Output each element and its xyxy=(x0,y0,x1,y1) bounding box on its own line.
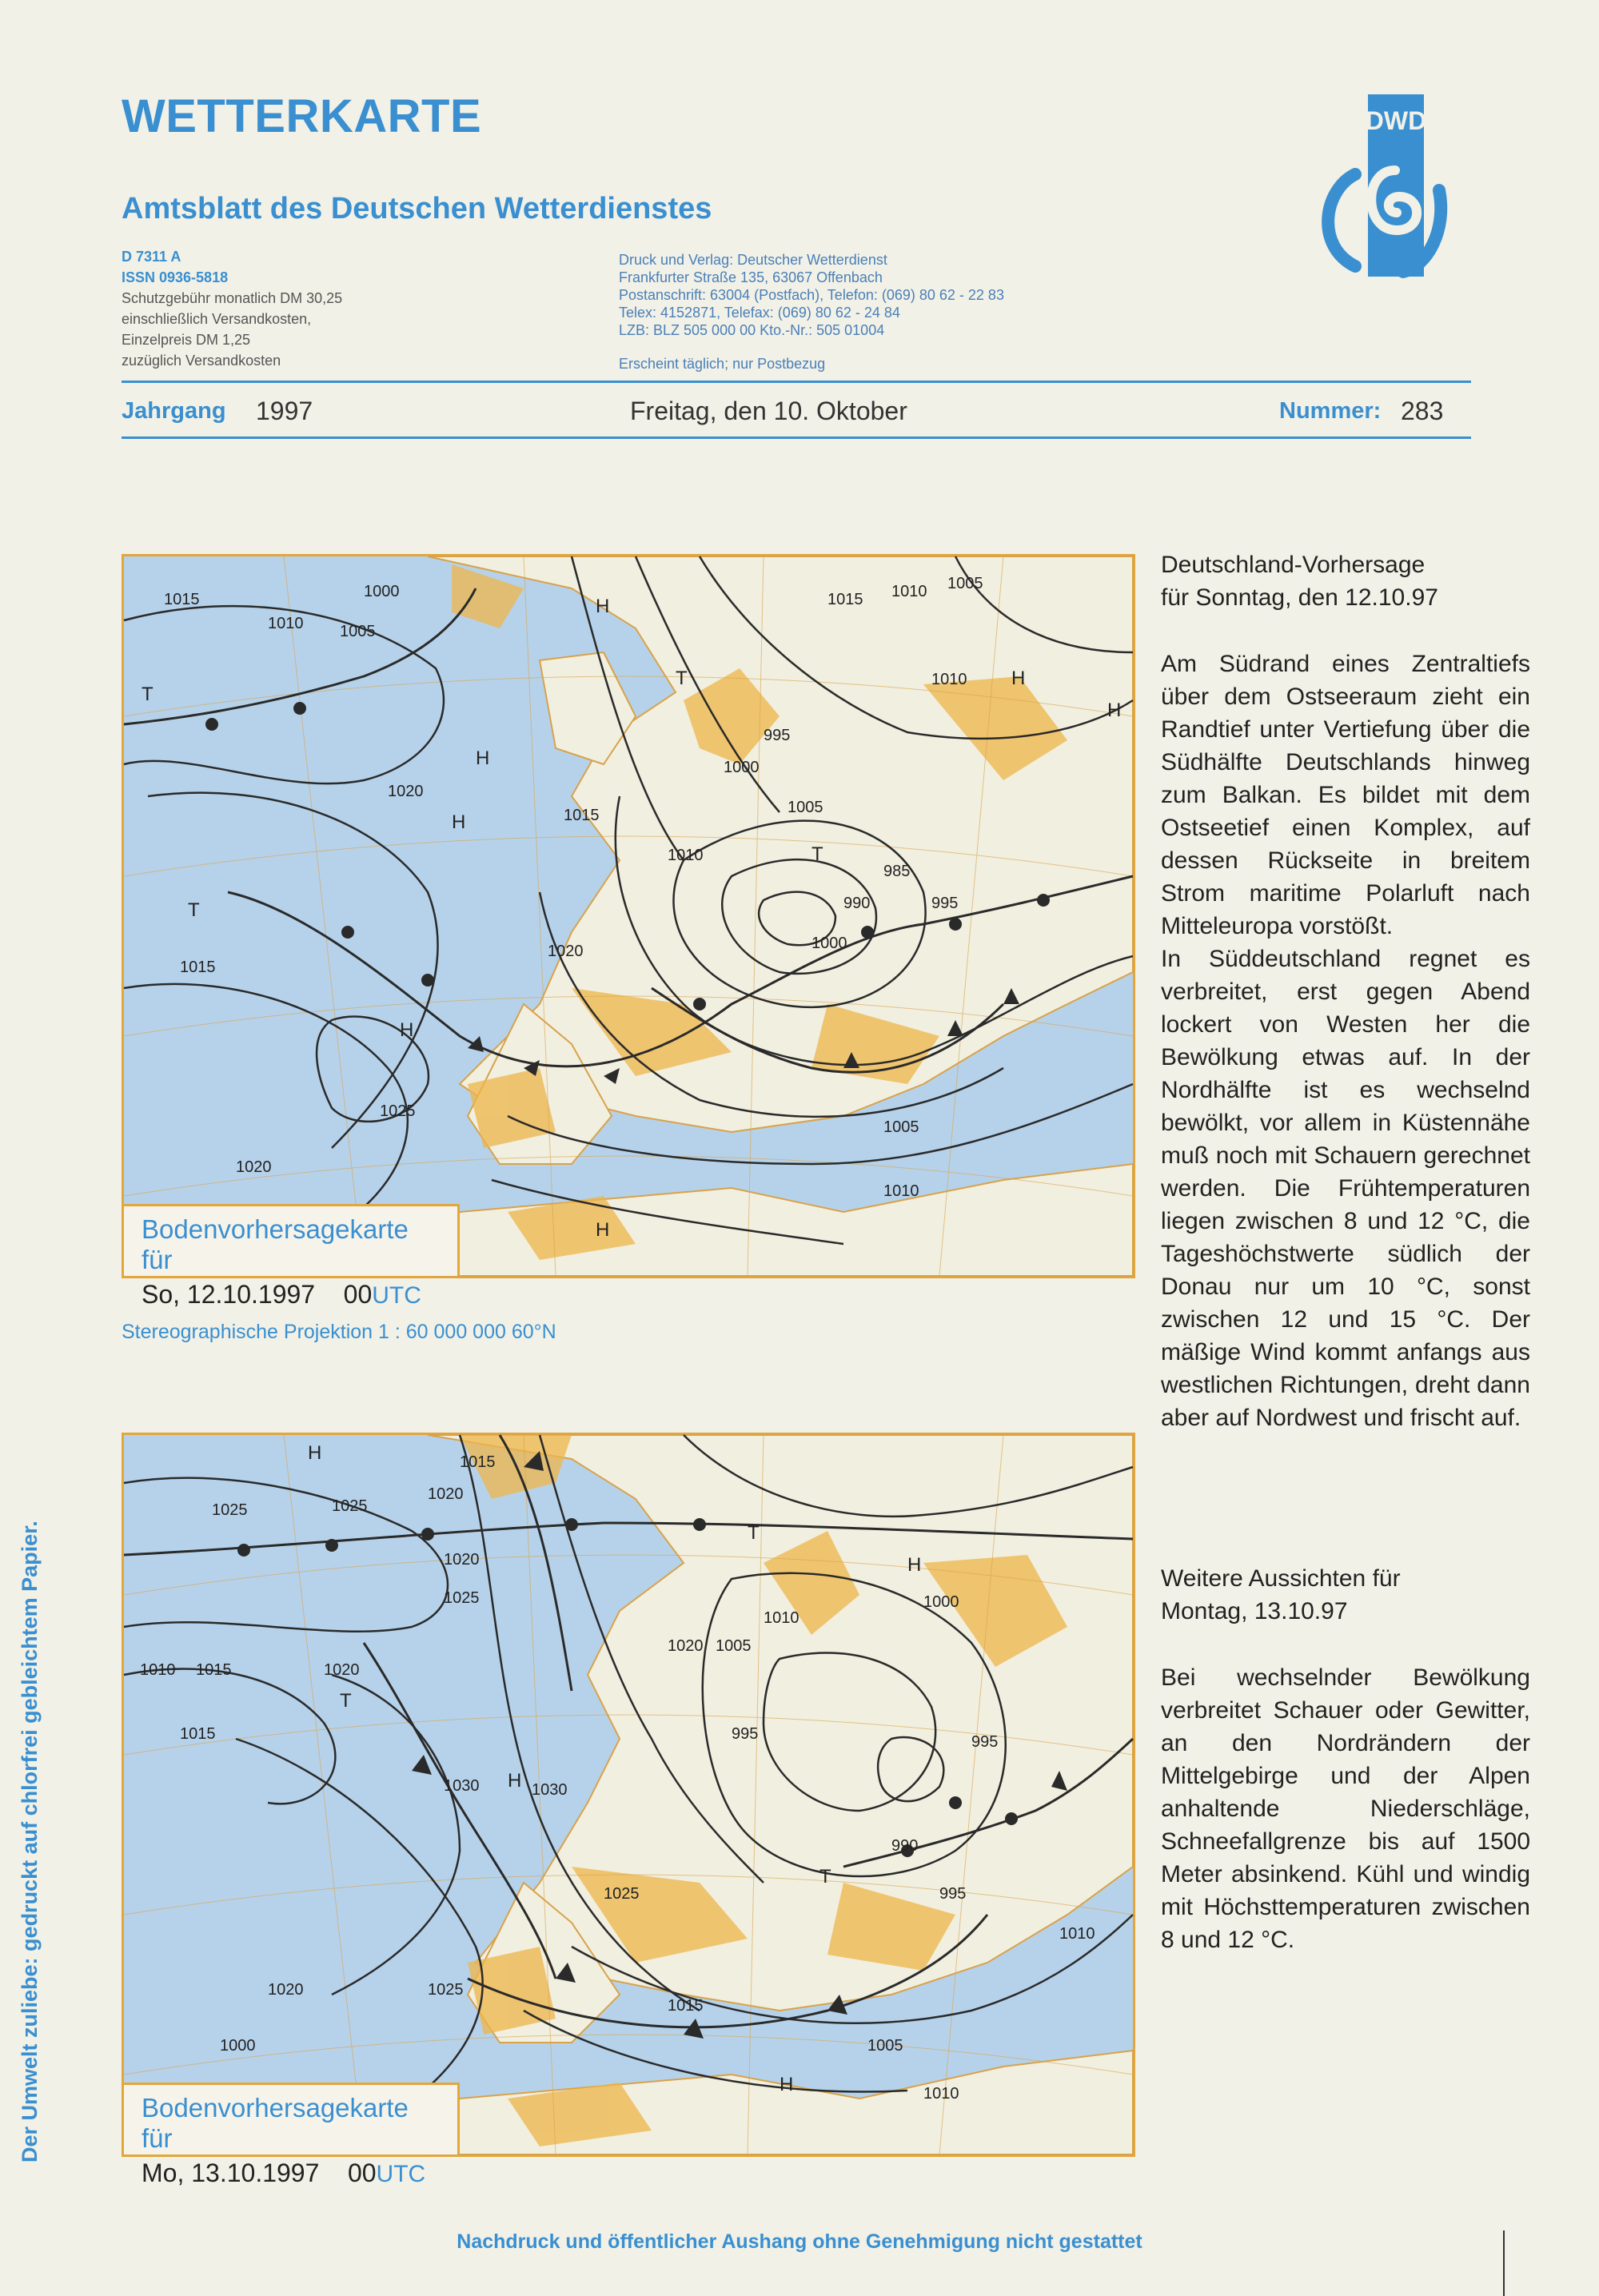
nummer-value: 283 xyxy=(1401,397,1444,425)
isobar-label: 1020 xyxy=(444,1551,480,1569)
map-caption-time: 00 xyxy=(343,1280,373,1309)
isobar-label: 1010 xyxy=(140,1661,176,1679)
map-caption-date xyxy=(142,1280,440,1309)
isobar-label: 1025 xyxy=(332,1497,368,1515)
map-caption-date-value: Mo, 13.10.1997 xyxy=(142,2158,320,2187)
map-caption-date xyxy=(142,2158,440,2188)
isobar-label: 1015 xyxy=(196,1661,232,1679)
isobar-label: 985 xyxy=(883,863,911,880)
isobar-label: 995 xyxy=(764,727,791,744)
low-pressure-label: T xyxy=(748,1522,760,1544)
map-caption-utc: UTC xyxy=(376,2161,426,2187)
high-pressure-label: H xyxy=(596,1219,610,1241)
outlook-heading-line: Weitere Aussichten für xyxy=(1161,1565,1401,1592)
map-caption-title: Bodenvorhersagekarte für xyxy=(142,1214,409,1274)
isobar-label: 1020 xyxy=(428,1485,464,1503)
isobar-label: 1010 xyxy=(268,615,304,632)
isobar-label: 1010 xyxy=(931,671,967,688)
isobar-label: 995 xyxy=(971,1733,999,1751)
isobar-label: 1010 xyxy=(668,847,704,864)
edge-mark xyxy=(1503,2230,1505,2296)
low-pressure-label: T xyxy=(188,899,200,921)
meta-line: Frankfurter Straße 135, 63067 Offenbach xyxy=(619,269,883,285)
isobar-label: 1010 xyxy=(883,1182,919,1200)
isobar-label: 1010 xyxy=(1059,1925,1095,1943)
isobar-label: 1025 xyxy=(604,1885,640,1903)
outlook-heading-line: Montag, 13.10.97 xyxy=(1161,1598,1348,1624)
outlook-body xyxy=(1161,1661,1530,1956)
isobar-label: 1015 xyxy=(460,1453,496,1471)
map-caption-monday xyxy=(124,2083,460,2187)
weather-map-sunday xyxy=(122,554,1135,1309)
meta-line: LZB: BLZ 505 000 00 Kto.-Nr.: 505 01004 xyxy=(619,322,885,338)
isobar-label: 1000 xyxy=(364,583,400,600)
isobar-label: 1010 xyxy=(891,583,927,600)
weather-map-monday xyxy=(122,1433,1135,2187)
map-caption-title: Bodenvorhersagekarte für xyxy=(142,2093,409,2153)
high-pressure-label: H xyxy=(400,1019,414,1041)
isobar-label: 1020 xyxy=(548,943,584,960)
low-pressure-label: T xyxy=(340,1690,352,1712)
low-pressure-label: T xyxy=(811,843,823,865)
isobar-label: 1020 xyxy=(236,1158,272,1176)
high-pressure-label: H xyxy=(1011,668,1026,689)
low-pressure-label: T xyxy=(676,668,688,689)
isobar-label: 1010 xyxy=(764,1609,800,1627)
isobar-label: 1030 xyxy=(532,1781,568,1799)
isobar-label: 1025 xyxy=(444,1589,480,1607)
map-caption-time: 00 xyxy=(347,2158,377,2187)
isobar-label: 1005 xyxy=(340,623,376,640)
publication-meta-left xyxy=(122,246,457,371)
map-caption-date-value: So, 12.10.1997 xyxy=(142,1280,316,1309)
meta-line: zuzüglich Versandkosten xyxy=(122,353,281,369)
isobar-label: 1000 xyxy=(811,935,847,952)
isobar-label: 995 xyxy=(732,1725,759,1743)
meta-line: Telex: 4152871, Telefax: (069) 80 62 - 24 84 xyxy=(619,305,900,321)
map-caption-sunday xyxy=(124,1204,460,1309)
meta-line: Schutzgebühr monatlich DM 30,25 xyxy=(122,290,343,306)
page-title: WETTERKARTE xyxy=(122,90,482,142)
logo-text: DWD xyxy=(1365,106,1427,135)
weather-map-graphic xyxy=(124,556,1133,1276)
nummer-label: Nummer: xyxy=(1279,398,1382,424)
jahrgang-value: 1997 xyxy=(256,397,313,425)
isobar-label: 1000 xyxy=(220,2037,256,2055)
outlook-heading xyxy=(1161,1562,1530,1628)
isobar-label: 995 xyxy=(931,895,959,912)
isobar-label: 1015 xyxy=(180,959,216,976)
high-pressure-label: H xyxy=(452,811,466,833)
recycling-note: Der Umwelt zuliebe: gedruckt auf chlorfrei gebleichtem Papier. xyxy=(18,1521,42,2162)
isobar-label: 1000 xyxy=(724,759,760,776)
forecast-heading-line: für Sonntag, den 12.10.97 xyxy=(1161,584,1438,611)
forecast-heading xyxy=(1161,548,1530,614)
isobar-label: 990 xyxy=(843,895,871,912)
isobar-label: 1020 xyxy=(668,1637,704,1655)
isobar-label: 1020 xyxy=(268,1981,304,1999)
map-caption-utc: UTC xyxy=(372,1282,421,1309)
high-pressure-label: H xyxy=(596,596,610,617)
jahrgang-label: Jahrgang xyxy=(122,398,226,424)
forecast-paragraph: Am Südrand eines Zentraltiefs über dem Ostseeraum zieht ein Randtief unter Vertiefung über die Südhälfte Deutschlands hinweg zum Balkan. Es bildet mit dem Ostseetief einen Komplex, auf dessen Rückseite in breitem Strom maritime Polarluft nach Mitteleuropa vorstößt. xyxy=(1161,651,1530,939)
isobar-label: 1010 xyxy=(923,2085,959,2103)
meta-note: Erscheint täglich; nur Postbezug xyxy=(619,356,826,372)
page-subtitle: Amtsblatt des Deutschen Wetterdienstes xyxy=(122,192,712,225)
isobar-label: 1015 xyxy=(827,591,863,608)
high-pressure-label: H xyxy=(508,1770,522,1792)
isobar-label: 1015 xyxy=(180,1725,216,1743)
publication-code: D 7311 A xyxy=(122,249,181,265)
isobar-label: 1005 xyxy=(788,799,823,816)
high-pressure-label: H xyxy=(1107,700,1122,721)
meta-line: Postanschrift: 63004 (Postfach), Telefon: (069) 80 62 - 22 83 xyxy=(619,287,1004,303)
isobar-label: 1025 xyxy=(380,1102,416,1120)
isobar-label: 1015 xyxy=(164,591,200,608)
isobar-label: 1015 xyxy=(564,807,600,824)
publication-meta-right xyxy=(619,251,1130,373)
high-pressure-label: H xyxy=(780,2074,794,2095)
projection-note: Stereographische Projektion 1 : 60 000 000 60°N xyxy=(122,1321,556,1343)
isobar-label: 1000 xyxy=(923,1593,959,1611)
high-pressure-label: H xyxy=(476,747,490,769)
isobar-label: 990 xyxy=(891,1837,919,1855)
low-pressure-label: T xyxy=(819,1866,831,1887)
forecast-body xyxy=(1161,648,1530,1434)
header-rule-top xyxy=(122,381,1471,383)
isobar-label: 1020 xyxy=(388,783,424,800)
isobar-label: 1005 xyxy=(883,1118,919,1136)
issn: ISSN 0936-5818 xyxy=(122,269,229,285)
meta-line: Druck und Verlag: Deutscher Wetterdienst xyxy=(619,252,887,268)
isobar-label: 1025 xyxy=(212,1501,248,1519)
header-rule-bottom xyxy=(122,436,1471,439)
weather-map-graphic xyxy=(124,1435,1133,2154)
high-pressure-label: H xyxy=(308,1442,322,1464)
isobar-label: 1025 xyxy=(428,1981,464,1999)
isobar-label: 1030 xyxy=(444,1777,480,1795)
isobar-label: 995 xyxy=(939,1885,967,1903)
meta-line: Einzelpreis DM 1,25 xyxy=(122,332,251,348)
outlook-paragraph: Bei wechselnder Bewölkung verbreitet Schauer oder Gewitter, an den Nordrändern der Mittelgebirge und der Alpen anhaltende Niederschläge, Schneefallgrenze bis auf 1500 Meter absinkend. Kühl und windig mit Höchsttemperaturen zwischen 8 und 12 °C. xyxy=(1161,1664,1530,1953)
issue-date: Freitag, den 10. Oktober xyxy=(630,397,907,425)
isobar-label: 1005 xyxy=(716,1637,752,1655)
meta-line: einschließlich Versandkosten, xyxy=(122,311,312,327)
forecast-heading-line: Deutschland-Vorhersage xyxy=(1161,552,1426,578)
isobar-label: 1005 xyxy=(947,575,983,592)
isobar-label: 1020 xyxy=(324,1661,360,1679)
high-pressure-label: H xyxy=(907,1554,922,1576)
isobar-label: 1005 xyxy=(867,2037,903,2055)
forecast-paragraph: In Süddeutschland regnet es verbreitet, erst gegen Abend lockert von Westen her die Bewölkung etwas auf. In der Nordhälfte ist es wechselnd bewölkt, vor allem in Küstennähe muß noch mit Schauern gerechnet werden. Die Frühtemperaturen liegen zwischen 8 und 12 °C, die Tageshöchstwerte südlich der Donau nur um 10 °C, sonst zwischen 12 und 15 °C. Der mäßige Wind kommt anfangs aus westlichen Richtungen, dreht dann aber auf Nordwest und frischt auf. xyxy=(1161,946,1530,1431)
footer-note: Nachdruck und öffentlicher Aushang ohne Genehmigung nicht gestattet xyxy=(457,2230,1142,2253)
dwd-logo xyxy=(1307,94,1447,286)
low-pressure-label: T xyxy=(142,684,154,705)
isobar-label: 1015 xyxy=(668,1997,704,2015)
